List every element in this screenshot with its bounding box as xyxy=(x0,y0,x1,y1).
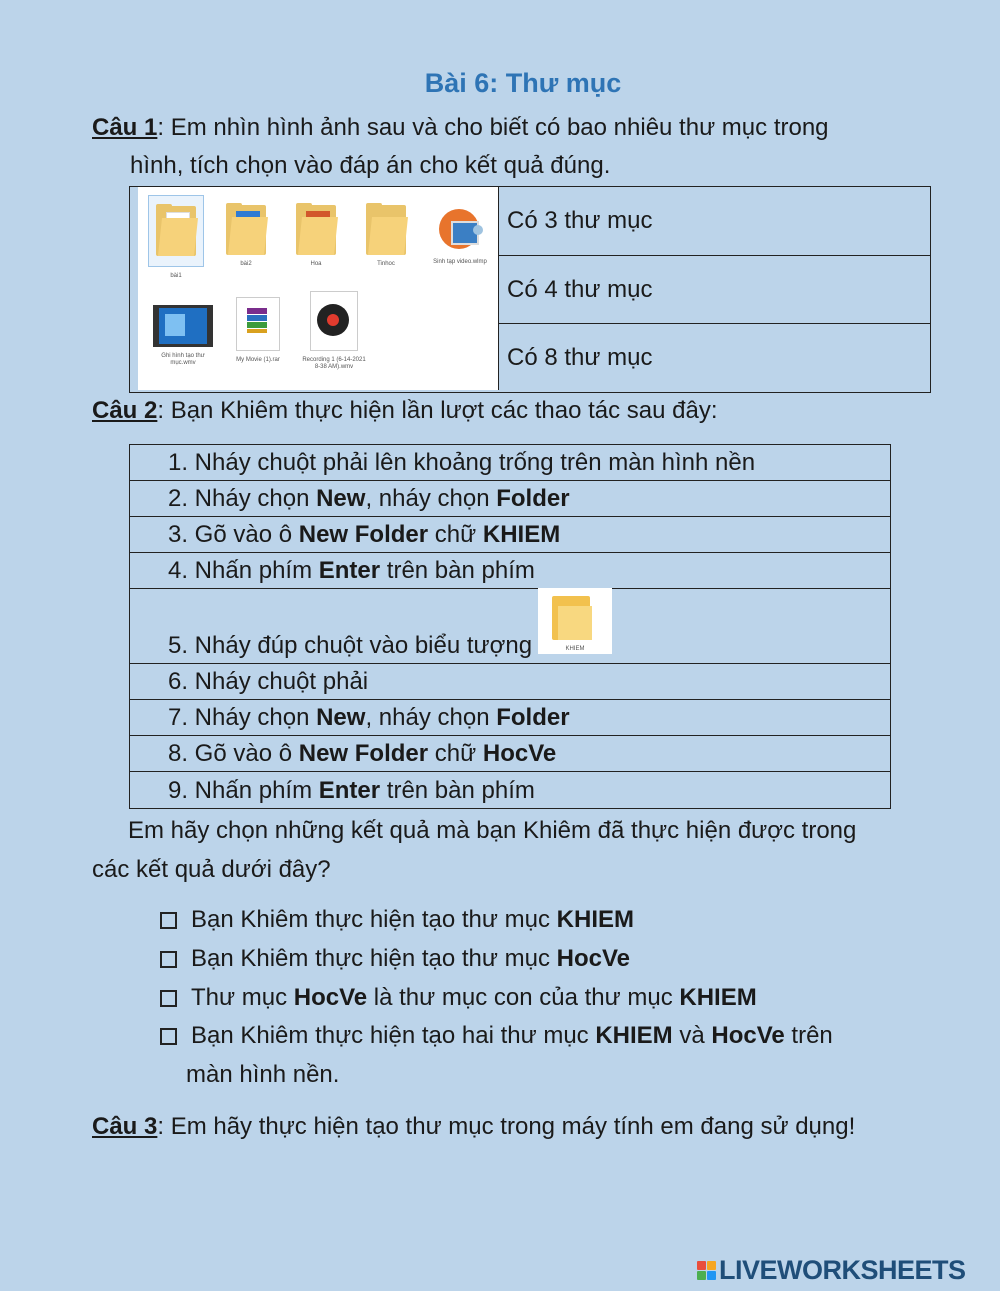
text-segment: 1. Nháy chuột phải lên khoảng trống trên màn hình nền xyxy=(168,449,756,476)
text-segment: Bạn Khiêm thực hiện tạo thư mục xyxy=(191,906,557,933)
q2-text: Câu 2: Bạn Khiêm thực hiện lần lượt các thao tác sau đây: xyxy=(92,397,718,424)
text-segment: Bạn Khiêm thực hiện tạo hai thư mục xyxy=(191,1022,596,1049)
q2-label: Câu 2 xyxy=(92,397,158,424)
text-segment: 8. Gõ vào ô xyxy=(168,740,299,767)
text-segment: New xyxy=(316,485,366,512)
q2-question-line1: Em hãy chọn những kết quả mà bạn Khiêm đã thực hiện được trong xyxy=(128,817,857,844)
text-segment: New Folder xyxy=(298,740,429,767)
folder-thumb: Tinhoc xyxy=(358,203,414,268)
answer-option xyxy=(160,983,757,1013)
file-thumb: My Movie (1).rar xyxy=(226,297,290,364)
text-segment: 2. Nháy chọn xyxy=(168,485,317,512)
folder-screenshot xyxy=(138,187,499,390)
folder-thumb: bài1 xyxy=(148,195,204,280)
text-segment: 5. Nháy đúp chuột vào biểu tượng xyxy=(168,632,533,659)
checkbox[interactable] xyxy=(160,990,177,1007)
q1-table xyxy=(129,186,931,393)
text-segment: là thư mục con của thư mục xyxy=(367,984,680,1011)
text-segment: New xyxy=(316,704,366,731)
checkbox[interactable] xyxy=(160,1028,177,1045)
q2-question-line2: các kết quả dưới đây? xyxy=(92,856,331,883)
folder-icon xyxy=(366,203,406,255)
answer-option-line2: màn hình nền. xyxy=(186,1061,340,1088)
text-segment: Bạn Khiêm thực hiện tạo thư mục xyxy=(191,945,557,972)
text-segment: chữ xyxy=(428,521,483,548)
archive-icon xyxy=(236,297,280,351)
step-row xyxy=(130,772,890,808)
text-segment: New Folder xyxy=(298,521,429,548)
checkbox[interactable] xyxy=(160,912,177,929)
text-segment: và xyxy=(672,1022,712,1049)
folder-thumb: bài2 xyxy=(218,203,274,268)
logo-mark-icon xyxy=(697,1261,716,1280)
text-segment: HocVe xyxy=(293,984,368,1011)
q1-option[interactable]: Có 3 thư mục xyxy=(499,187,930,256)
q1-label: Câu 1 xyxy=(92,114,158,141)
logo-text: LIVEWORKSHEETS xyxy=(719,1255,966,1285)
q1-text: Câu 1: Em nhìn hình ảnh sau và cho biết có bao nhiêu thư mục trong xyxy=(92,114,829,141)
text-segment: 3. Gõ vào ô xyxy=(168,521,299,548)
text-segment: 4. Nhấn phím xyxy=(168,557,319,584)
film-icon xyxy=(435,203,485,253)
file-thumb: Sinh tạp video.wlmp xyxy=(428,203,492,266)
liveworksheets-logo xyxy=(697,1255,966,1286)
text-segment: Enter xyxy=(318,777,381,804)
q1-text-line2: hình, tích chọn vào đáp án cho kết quả đúng. xyxy=(130,152,611,179)
folder-icon xyxy=(156,204,196,256)
step-row xyxy=(130,553,890,589)
media-icon xyxy=(310,291,358,351)
text-segment: trên xyxy=(784,1022,833,1049)
text-segment: chữ xyxy=(428,740,483,767)
step-row xyxy=(130,664,890,700)
step-row xyxy=(130,736,890,772)
text-segment: HocVe xyxy=(556,945,631,972)
file-thumb: Recording 1 (6-14-2021 8-38 AM).wmv xyxy=(302,291,366,371)
text-segment: KHIEM xyxy=(679,984,757,1011)
file-thumb: Ghi hình tạo thư mục.wmv xyxy=(148,305,218,367)
text-segment: KHIEM xyxy=(482,521,561,548)
answer-option xyxy=(160,944,630,974)
q1-option[interactable]: Có 8 thư mục xyxy=(507,344,653,372)
text-segment: KHIEM xyxy=(595,1022,673,1049)
text-segment: 9. Nhấn phím xyxy=(168,777,319,804)
video-icon xyxy=(153,305,213,347)
folder-blue-icon xyxy=(226,203,266,255)
step-row xyxy=(130,481,890,517)
khiem-folder-icon: KHIEM xyxy=(538,588,612,654)
text-segment: 6. Nháy chuột phải xyxy=(168,668,369,695)
q1-option[interactable]: Có 4 thư mục xyxy=(499,256,930,325)
q1-options xyxy=(499,187,930,392)
answer-option xyxy=(160,1021,833,1051)
step-row xyxy=(130,517,890,553)
text-segment: Enter xyxy=(318,557,381,584)
text-segment: trên bàn phím xyxy=(380,777,535,804)
folder-thumb: Hoa xyxy=(288,203,344,268)
q3-text: Câu 3: Em hãy thực hiện tạo thư mục trong máy tính em đang sử dụng! xyxy=(92,1113,856,1140)
answer-option xyxy=(160,905,634,935)
step-row xyxy=(130,700,890,736)
q3-label: Câu 3 xyxy=(92,1113,158,1140)
step-row xyxy=(130,445,890,481)
text-segment: trên bàn phím xyxy=(380,557,535,584)
text-segment: Folder xyxy=(496,704,570,731)
text-segment: Thư mục xyxy=(191,984,294,1011)
text-segment: HocVe xyxy=(482,740,557,767)
text-segment: HocVe xyxy=(711,1022,785,1049)
text-segment: 7. Nháy chọn xyxy=(168,704,317,731)
folder-icon xyxy=(296,203,336,255)
steps-table xyxy=(129,444,891,809)
text-segment: , nháy chọn xyxy=(365,704,497,731)
page-title: Bài 6: Thư mục xyxy=(424,68,622,98)
text-segment: , nháy chọn xyxy=(365,485,497,512)
text-segment: KHIEM xyxy=(556,906,634,933)
step-row xyxy=(130,589,890,664)
text-segment: Folder xyxy=(496,485,570,512)
checkbox[interactable] xyxy=(160,951,177,968)
